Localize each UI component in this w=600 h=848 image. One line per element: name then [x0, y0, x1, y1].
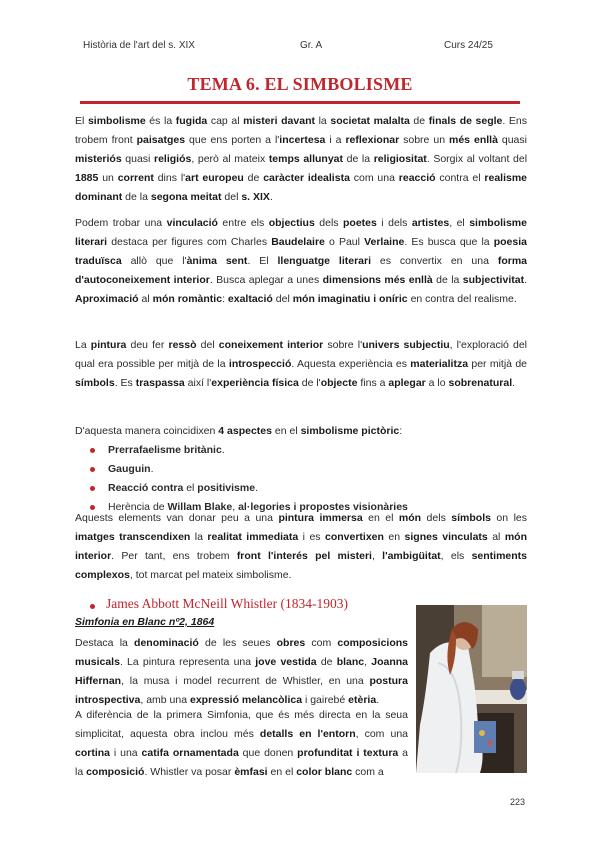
- text-run: . Per tant, ens trobem: [111, 550, 237, 562]
- text-run: , els: [440, 550, 472, 562]
- bold-text-run: reflexionar: [345, 134, 400, 146]
- bold-text-run: Verlaine: [364, 236, 405, 248]
- text-run: , però al mateix: [191, 153, 269, 165]
- text-run: . Es: [114, 377, 136, 389]
- text-run: al: [138, 293, 153, 305]
- text-run: de la: [343, 153, 374, 165]
- text-run: .: [221, 444, 225, 456]
- text-run: .: [269, 191, 273, 203]
- bold-text-run: dimensions més enllà: [322, 274, 433, 286]
- literary-paragraph: [75, 214, 527, 309]
- text-run: dels: [314, 217, 343, 229]
- text-run: i a: [325, 134, 346, 146]
- text-run: Herència de: [108, 501, 168, 513]
- text-run: de: [409, 115, 429, 127]
- text-run: , com una: [355, 728, 408, 740]
- bold-text-run: postura introspectiva: [75, 675, 408, 706]
- text-run: i dels: [376, 217, 412, 229]
- text-run: que ens porten a l': [185, 134, 280, 146]
- bold-text-run: art europeu: [185, 172, 244, 184]
- bold-text-run: denominació: [134, 637, 199, 649]
- artwork-paragraph: [75, 634, 408, 710]
- bold-text-run: món romàntic: [152, 293, 223, 305]
- bold-text-run: paisatges: [136, 134, 186, 146]
- bold-text-run: ressò: [168, 339, 197, 351]
- bold-text-run: reacció: [398, 172, 436, 184]
- bold-text-run: món: [398, 512, 422, 524]
- bold-text-run: 4 aspectes: [218, 425, 272, 437]
- bold-text-run: simbolisme literari: [75, 217, 527, 248]
- text-run: de l': [298, 377, 321, 389]
- bold-text-run: símbols: [75, 377, 115, 389]
- text-run: així l': [184, 377, 212, 389]
- bold-text-run: societat malalta: [330, 115, 410, 127]
- text-run: de: [243, 172, 264, 184]
- text-run: .: [512, 377, 516, 389]
- text-run: i es: [298, 531, 325, 543]
- bold-text-run: més enllà: [449, 134, 498, 146]
- text-run: ,: [232, 501, 239, 513]
- bold-text-run: artistes: [411, 217, 450, 229]
- page-title: TEMA 6. EL SIMBOLISME: [187, 74, 413, 94]
- text-run: al: [487, 531, 505, 543]
- text-run: Aquests elements van donar peu a una: [75, 512, 279, 524]
- bold-text-run: 1885: [75, 172, 99, 184]
- bold-text-run: Joanna Hiffernan: [75, 656, 408, 687]
- text-run: .: [150, 463, 154, 475]
- text-run: fins a: [357, 377, 389, 389]
- text-run: D'aquesta manera coincidixen: [75, 425, 219, 437]
- text-run: o Paul: [324, 236, 365, 248]
- bold-text-run: vinculació: [166, 217, 218, 229]
- text-run: de: [316, 656, 337, 668]
- text-run: , la musa i model recurrent de Whistler, en una: [121, 675, 370, 687]
- bold-text-run: simbolisme: [87, 115, 146, 127]
- bold-text-run: profunditat i textura: [297, 747, 399, 759]
- text-run: la: [190, 531, 208, 543]
- bullet-icon: [90, 467, 95, 472]
- list-item: [90, 441, 520, 460]
- bold-text-run: incertesa: [279, 134, 326, 146]
- text-run: . El: [247, 255, 278, 267]
- text-run: quasi: [497, 134, 527, 146]
- bold-text-run: front l'interés pel misteri: [236, 550, 372, 562]
- text-run: allò que l': [121, 255, 187, 267]
- text-run: .: [524, 274, 527, 286]
- text-run: . Ens trobem front: [75, 115, 528, 146]
- text-run: Destaca la: [75, 637, 135, 649]
- text-run: Podem trobar una: [75, 217, 167, 229]
- bold-text-run: simbolisme pictòric: [300, 425, 400, 437]
- text-run: com a: [352, 766, 384, 778]
- text-run: un: [98, 172, 118, 184]
- painting-image: [416, 605, 527, 773]
- text-run: . La pintura representa una: [119, 656, 256, 668]
- bold-text-run: color blanc: [296, 766, 353, 778]
- bold-text-run: poetes: [343, 217, 377, 229]
- bold-text-run: experiència física: [211, 377, 299, 389]
- bold-text-run: èmfasi: [234, 766, 268, 778]
- text-run: en: [383, 531, 405, 543]
- bold-text-run: temps allunyat: [268, 153, 344, 165]
- text-run: la: [315, 115, 331, 127]
- bold-text-run: ànima sent: [186, 255, 248, 267]
- bold-text-run: introspecció: [228, 358, 292, 370]
- text-run: en el: [362, 512, 399, 524]
- text-run: . Whistler va posar: [144, 766, 235, 778]
- bold-text-run: realisme dominant: [75, 172, 528, 203]
- bold-text-run: sobrenatural: [448, 377, 513, 389]
- bold-text-run: coneixement interior: [218, 339, 324, 351]
- text-run: . Sorgix al voltant del: [426, 153, 528, 165]
- text-run: La: [75, 339, 91, 351]
- text-run: . Es busca que la: [404, 236, 494, 248]
- bold-text-run: detalls en l'entorn: [259, 728, 356, 740]
- bold-text-run: signes vinculats: [404, 531, 488, 543]
- bold-text-run: cortina: [75, 747, 111, 759]
- bold-text-run: Prerrafaelisme britànic: [108, 444, 222, 456]
- text-run: el: [183, 482, 198, 494]
- bold-text-run: objecte: [320, 377, 358, 389]
- bold-text-run: aplegar: [388, 377, 426, 389]
- text-run: cap al: [207, 115, 244, 127]
- text-run: a lo: [425, 377, 449, 389]
- bold-text-run: obres: [276, 637, 306, 649]
- bold-text-run: exaltació: [227, 293, 273, 305]
- text-run: en contra del realisme.: [407, 293, 517, 305]
- text-run: contra el: [435, 172, 485, 184]
- bold-text-run: pintura immersa: [278, 512, 363, 524]
- bold-text-run: Reacció contra: [108, 482, 184, 494]
- list-item: [90, 460, 520, 479]
- elements-paragraph: [75, 509, 527, 585]
- bold-text-run: Baudelaire: [271, 236, 325, 248]
- text-run: i gairebé: [302, 694, 349, 706]
- text-run: del: [221, 191, 242, 203]
- text-run: . Busca aplegar a unes: [209, 274, 323, 286]
- bold-text-run: composicions musicals: [75, 637, 409, 668]
- bold-text-run: fugida: [175, 115, 208, 127]
- bold-text-run: blanc: [336, 656, 365, 668]
- bold-text-run: jove vestida: [255, 656, 317, 668]
- artist-heading: James Abbott McNeill Whistler (1834-1903): [106, 596, 348, 611]
- text-run: que donen: [238, 747, 298, 759]
- bold-text-run: corrent: [117, 172, 154, 184]
- text-run: a la: [75, 747, 408, 778]
- bold-text-run: segona meitat: [150, 191, 222, 203]
- bold-text-run: objectius: [268, 217, 315, 229]
- text-run: deu fer: [126, 339, 169, 351]
- bold-text-run: s. XIX: [241, 191, 270, 203]
- bold-text-run: món imaginatiu i oníric: [292, 293, 408, 305]
- bold-text-run: subjectivitat: [462, 274, 525, 286]
- text-run: per mitjà de: [468, 358, 528, 370]
- painting-paragraph: [75, 336, 527, 393]
- page-number: 223: [510, 797, 526, 807]
- bold-text-run: univers subjectiu: [362, 339, 450, 351]
- bullet-icon: [90, 486, 95, 491]
- bold-text-run: imatges transcendixen: [75, 531, 191, 543]
- aspects-intro: [75, 422, 527, 441]
- text-run: és la: [145, 115, 176, 127]
- bold-text-run: composició: [86, 766, 145, 778]
- text-run: . Aquesta experiència es: [291, 358, 411, 370]
- text-run: com: [305, 637, 338, 649]
- text-run: , amb una: [140, 694, 190, 706]
- bold-text-run: poesia traduïsca: [75, 236, 527, 267]
- bold-text-run: materialitza: [410, 358, 469, 370]
- bold-text-run: realitat immediata: [207, 531, 299, 543]
- text-run: de les seues: [198, 637, 277, 649]
- bold-text-run: Gauguin: [108, 463, 151, 475]
- text-run: es convertix en una: [371, 255, 498, 267]
- text-run: on les: [490, 512, 527, 524]
- text-run: ,: [371, 550, 383, 562]
- text-run: A diferència de la primera Simfonia, que és més directa en la seua simplicitat, aquesta obra inclou més: [75, 709, 408, 740]
- header-group: Gr. A: [300, 40, 323, 51]
- text-run: i una: [110, 747, 142, 759]
- text-run: de la: [122, 191, 151, 203]
- text-run: , tot marcat pel mateix simbolisme.: [129, 569, 292, 581]
- title-underline: [80, 101, 520, 104]
- header-year: Curs 24/25: [444, 40, 493, 51]
- text-run: en el: [271, 425, 301, 437]
- bold-text-run: Aproximació: [75, 293, 139, 305]
- intro-paragraph: [75, 112, 527, 207]
- bold-text-run: traspassa: [135, 377, 185, 389]
- section-bullet-icon: [90, 604, 95, 609]
- text-run: dels: [421, 512, 452, 524]
- text-run: destaca per figures com Charles: [107, 236, 272, 248]
- text-run: .: [376, 694, 380, 706]
- text-run: :: [222, 293, 228, 305]
- bold-text-run: caràcter idealista: [263, 172, 350, 184]
- text-run: entre els: [217, 217, 269, 229]
- bold-text-run: símbols: [451, 512, 491, 524]
- bold-text-run: misteri davant: [243, 115, 315, 127]
- text-run: com una: [349, 172, 399, 184]
- bold-text-run: al·legories i propostes visionàries: [238, 501, 408, 513]
- text-run: , el: [449, 217, 470, 229]
- bullet-icon: [90, 448, 95, 453]
- text-run: El: [75, 115, 88, 127]
- bold-text-run: etèria: [348, 694, 377, 706]
- bold-text-run: forma d'autoconeixement interior: [75, 255, 528, 286]
- text-run: en el: [267, 766, 297, 778]
- aspects-list: [90, 441, 520, 517]
- bold-text-run: Willam Blake: [167, 501, 233, 513]
- header-course: Història de l'art del s. XIX: [83, 40, 195, 51]
- text-run: de la: [432, 274, 463, 286]
- bold-text-run: misteriós: [75, 153, 122, 165]
- bold-text-run: llenguatge literari: [277, 255, 372, 267]
- bold-text-run: finals de segle: [428, 115, 503, 127]
- bold-text-run: positivisme: [197, 482, 256, 494]
- bold-text-run: expressió melancòlica: [189, 694, 303, 706]
- text-run: .: [255, 482, 258, 494]
- text-run: ,: [364, 656, 372, 668]
- text-run: sobre l': [323, 339, 363, 351]
- bold-text-run: pintura: [90, 339, 127, 351]
- text-run: dins l': [153, 172, 186, 184]
- text-run: quasi: [121, 153, 154, 165]
- bold-text-run: religiositat: [373, 153, 427, 165]
- bold-text-run: religiós: [154, 153, 192, 165]
- text-run: del: [196, 339, 219, 351]
- list-item: [90, 479, 520, 498]
- artwork-title: Simfonia en Blanc nº2, 1864: [75, 616, 215, 628]
- bold-text-run: sentiments complexos: [75, 550, 527, 581]
- bold-text-run: catifa ornamentada: [141, 747, 239, 759]
- text-run: :: [399, 425, 403, 437]
- text-run: , l'exploració del qual era possible per mitjà de la: [75, 339, 528, 370]
- text-run: sobre un: [399, 134, 449, 146]
- comparison-paragraph: [75, 706, 408, 782]
- bold-text-run: convertixen: [325, 531, 384, 543]
- text-run: del: [272, 293, 293, 305]
- bold-text-run: l'ambigüitat: [382, 550, 441, 562]
- bold-text-run: món interior: [75, 531, 528, 562]
